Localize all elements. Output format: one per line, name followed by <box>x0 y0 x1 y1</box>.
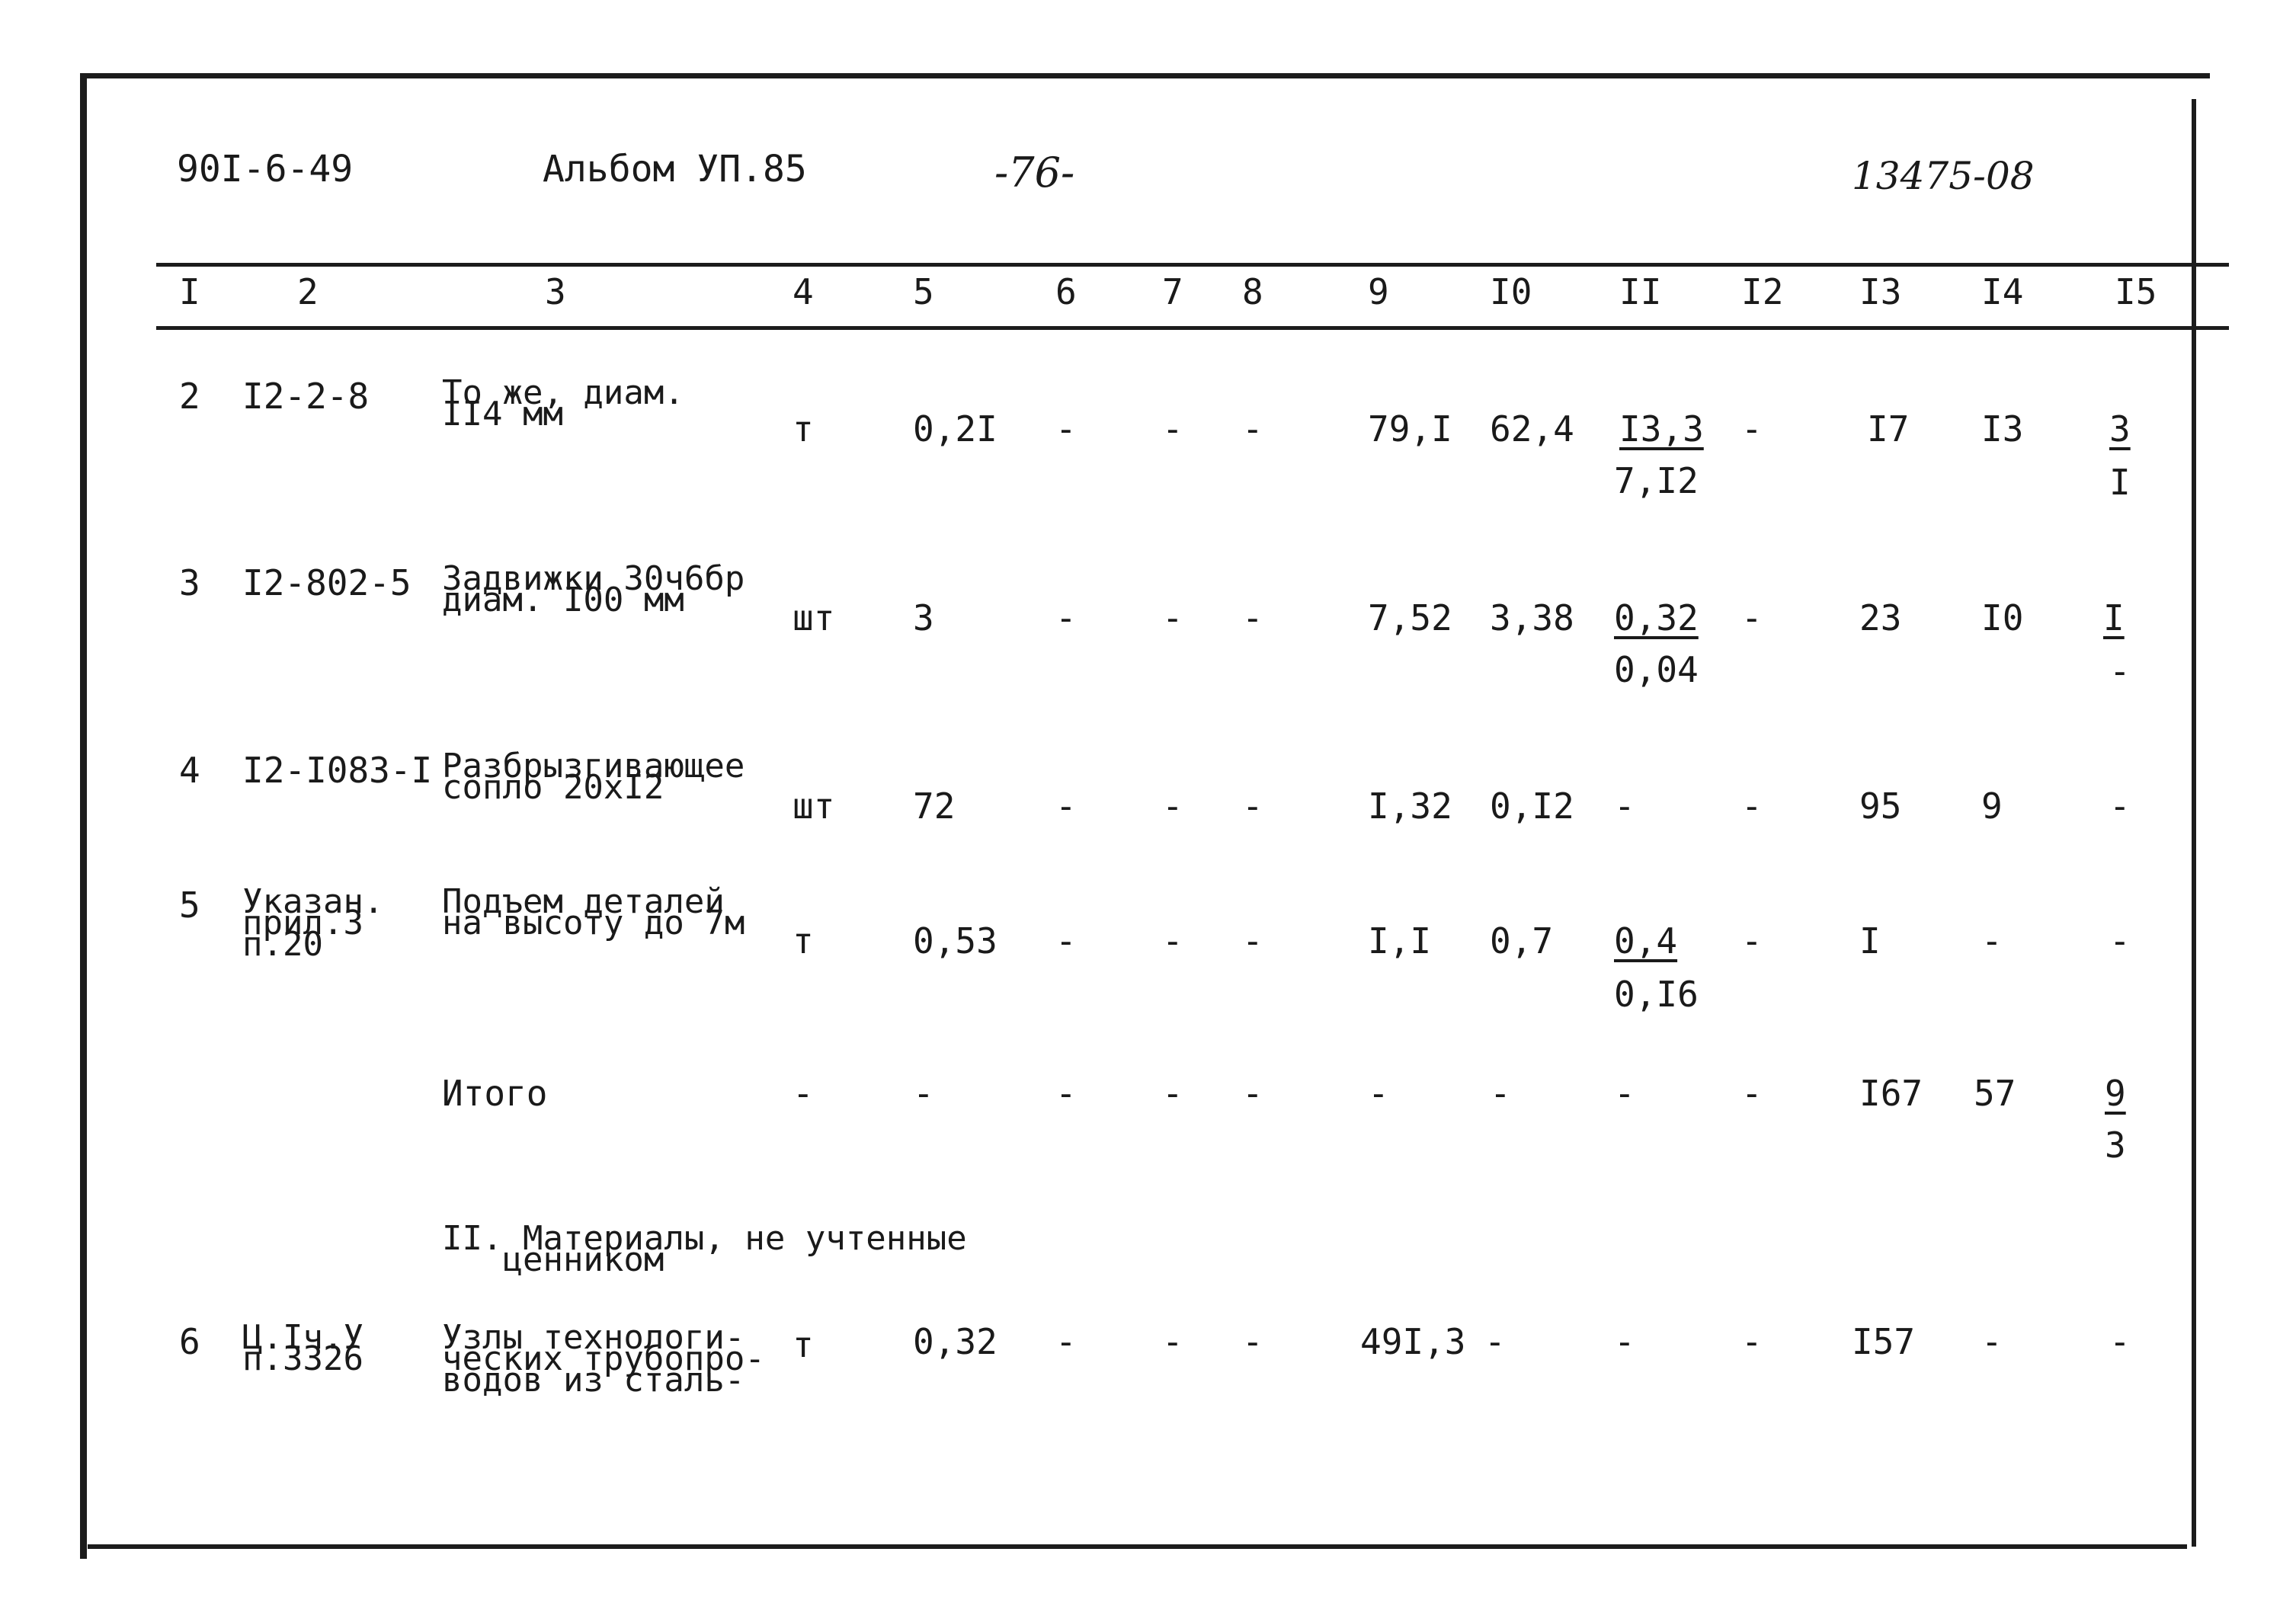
row-col-6: - <box>1055 786 1077 827</box>
row-col-9: I,I <box>1368 920 1432 961</box>
total-col-5: - <box>913 1073 934 1114</box>
row-col-14: - <box>1981 1321 2003 1362</box>
total-col-7: - <box>1162 1073 1183 1114</box>
row-col-7: - <box>1162 597 1183 638</box>
row-col-10: 0,7 <box>1490 920 1554 961</box>
row-col-11: - <box>1614 786 1635 827</box>
row-col-11-denominator: 0,I6 <box>1614 974 1699 1015</box>
row-price-code: Указан. прил.3 п.20 <box>242 882 384 964</box>
row-col-13: I57 <box>1852 1321 1916 1362</box>
row-name: Подъем деталей на высоту до 7м <box>442 882 745 942</box>
row-col-13: I <box>1859 920 1881 961</box>
total-col-14: 57 <box>1974 1073 2016 1114</box>
row-unit: т <box>793 1324 814 1365</box>
album-label: Альбом УП.85 <box>543 148 807 190</box>
row-col-6: - <box>1055 1321 1077 1362</box>
row-col-8: - <box>1242 408 1263 450</box>
frame-left-border <box>80 73 87 1559</box>
row-col-15-numerator: 3 <box>2109 408 2131 450</box>
total-col-15-denominator: 3 <box>2105 1125 2126 1166</box>
col-14-header: I4 <box>1981 271 2024 312</box>
row-col-9: 7,52 <box>1368 597 1452 638</box>
document-number: 13475-08 <box>1852 154 2035 198</box>
row-col-9: 79,I <box>1368 408 1452 450</box>
row-col-10: - <box>1484 1321 1506 1362</box>
row-col-11: - <box>1614 1321 1635 1362</box>
row-col-7: - <box>1162 786 1183 827</box>
row-col-12: - <box>1741 786 1763 827</box>
row-col-9: I,32 <box>1368 786 1452 827</box>
row-quantity: 0,53 <box>913 920 997 961</box>
document-code: 90I-6-49 <box>177 148 354 190</box>
row-price-code: I2-802-5 <box>242 562 411 603</box>
row-col-12: - <box>1741 920 1763 961</box>
row-col-9: 49I,3 <box>1360 1321 1466 1362</box>
row-col-11-numerator: I3,3 <box>1619 408 1704 450</box>
total-col-6: - <box>1055 1073 1077 1114</box>
row-col-15-denominator: - <box>2109 651 2131 692</box>
row-col-10: 62,4 <box>1490 408 1574 450</box>
total-col-11: - <box>1614 1073 1635 1114</box>
row-name: Задвижки 30ч6бр диам. I00 мм <box>442 559 745 619</box>
col-8-header: 8 <box>1242 271 1263 312</box>
row-col-14: 9 <box>1981 786 2003 827</box>
row-col-8: - <box>1242 1321 1263 1362</box>
row-unit: т <box>793 408 814 450</box>
row-number: 2 <box>179 376 200 417</box>
total-col-12: - <box>1741 1073 1763 1114</box>
row-col-14: - <box>1981 920 2003 961</box>
row-quantity: 0,2I <box>913 408 997 450</box>
col-7-header: 7 <box>1162 271 1183 312</box>
total-col-13: I67 <box>1859 1073 1923 1114</box>
total-col-4: - <box>793 1073 814 1114</box>
col-5-header: 5 <box>913 271 934 312</box>
row-col-15: - <box>2109 1321 2131 1362</box>
row-col-6: - <box>1055 408 1077 450</box>
col-3-header: 3 <box>545 271 566 312</box>
col-11-header: II <box>1619 271 1662 312</box>
frame-right-border <box>2192 99 2196 1547</box>
col-2-header: 2 <box>297 271 319 312</box>
col-6-header: 6 <box>1055 271 1077 312</box>
row-number: 6 <box>179 1321 200 1362</box>
row-col-12: - <box>1741 1321 1763 1362</box>
total-col-10: - <box>1490 1073 1511 1114</box>
row-col-15: - <box>2109 920 2131 961</box>
col-1-header: I <box>179 271 200 312</box>
frame-bottom-border <box>88 1544 2187 1549</box>
col-12-header: I2 <box>1741 271 1784 312</box>
row-col-14: I3 <box>1981 408 2024 450</box>
row-unit: т <box>793 920 814 961</box>
row-col-15-numerator: I <box>2103 597 2125 638</box>
row-col-11-denominator: 0,04 <box>1614 649 1699 690</box>
row-name: Разбрызгивающее сопло 20хI2 <box>442 747 745 807</box>
row-col-7: - <box>1162 408 1183 450</box>
row-name: То же, диам. II4 мм <box>442 373 684 434</box>
row-col-8: - <box>1242 920 1263 961</box>
row-col-6: - <box>1055 920 1077 961</box>
row-number: 3 <box>179 562 200 603</box>
row-col-7: - <box>1162 1321 1183 1362</box>
row-col-11-denominator: 7,I2 <box>1614 460 1699 501</box>
row-unit: шт <box>793 786 835 827</box>
row-col-15-denominator: I <box>2109 462 2131 503</box>
row-col-10: 0,I2 <box>1490 786 1574 827</box>
row-col-10: 3,38 <box>1490 597 1574 638</box>
row-col-12: - <box>1741 408 1763 450</box>
row-number: 4 <box>179 750 200 791</box>
header-top-rule <box>156 263 2229 267</box>
row-price-code: I2-2-8 <box>242 376 370 417</box>
col-15-header: I5 <box>2115 271 2157 312</box>
page-number: -76- <box>994 149 1075 197</box>
row-col-7: - <box>1162 920 1183 961</box>
row-quantity: 0,32 <box>913 1321 997 1362</box>
section-heading: II. Материалы, не учтенные ценником <box>442 1219 967 1279</box>
row-col-8: - <box>1242 597 1263 638</box>
frame-top-border <box>80 73 2210 78</box>
row-col-13: I7 <box>1867 408 1910 450</box>
header-bottom-rule <box>156 326 2229 330</box>
total-label: Итого <box>442 1073 548 1114</box>
col-4-header: 4 <box>793 271 814 312</box>
row-number: 5 <box>179 885 200 926</box>
row-col-14: I0 <box>1981 597 2024 638</box>
row-quantity: 72 <box>913 786 956 827</box>
row-col-13: 23 <box>1859 597 1902 638</box>
total-col-9: - <box>1368 1073 1389 1114</box>
col-9-header: 9 <box>1368 271 1389 312</box>
row-col-12: - <box>1741 597 1763 638</box>
col-13-header: I3 <box>1859 271 1902 312</box>
row-price-code: I2-I083-I <box>242 750 433 791</box>
total-col-15-numerator: 9 <box>2105 1073 2126 1114</box>
row-quantity: 3 <box>913 597 934 638</box>
row-col-8: - <box>1242 786 1263 827</box>
total-col-8: - <box>1242 1073 1263 1114</box>
row-col-6: - <box>1055 597 1077 638</box>
row-col-11-numerator: 0,32 <box>1614 597 1699 638</box>
row-price-code: Ц.Iч.У п.3326 <box>242 1318 363 1378</box>
col-10-header: I0 <box>1490 271 1532 312</box>
row-unit: шт <box>793 597 835 638</box>
row-name: Узлы технологи- ческих трубопро- водов из сталь- <box>442 1318 765 1400</box>
row-col-11-numerator: 0,4 <box>1614 920 1678 961</box>
row-col-13: 95 <box>1859 786 1902 827</box>
row-col-15: - <box>2109 786 2131 827</box>
